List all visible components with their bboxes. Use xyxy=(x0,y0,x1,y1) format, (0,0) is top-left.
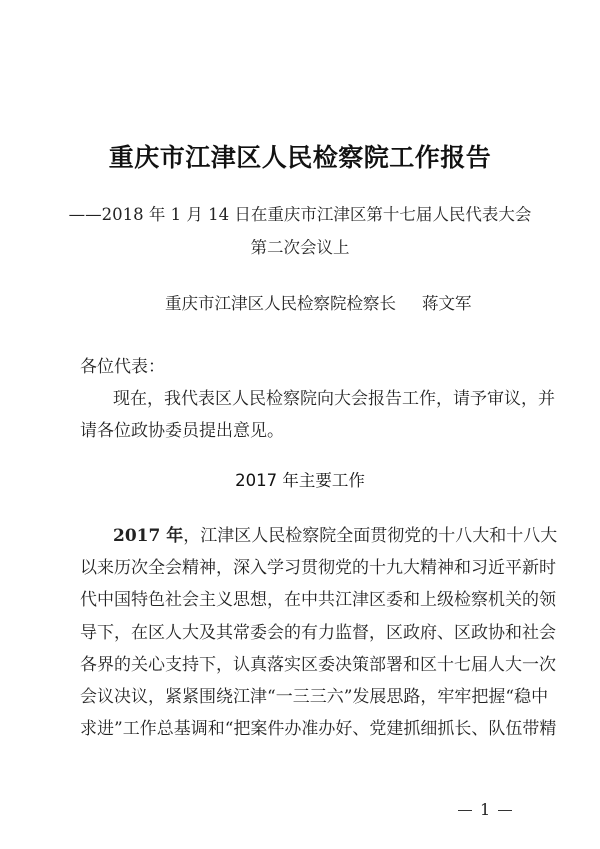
paragraph-line-5: 各界的关心支持下，认真落实区委决策部署和区十七届人大一次 xyxy=(80,655,556,675)
paragraph-line-1 xyxy=(113,521,557,546)
paragraph-line-3: 代中国特色社会主义思想，在中共江津区委和上级检察机关的领 xyxy=(80,590,556,610)
page-number-value: 1 xyxy=(480,800,491,819)
report-title: 重庆市江津区人民检察院工作报告 xyxy=(108,143,492,172)
paragraph-line-4: 导下，在区人大及其常委会的有力监督，区政府、区政协和社会 xyxy=(80,623,556,643)
paragraph-line-2: 以来历次全会精神，深入学习贯彻党的十九大精神和习近平新时 xyxy=(80,558,556,578)
paragraph-line-6: 会议决议，紧紧围绕江津“一三三六”发展思路，牢牢把握“稳中 xyxy=(80,687,549,707)
section-heading: 2017 年主要工作 xyxy=(235,471,365,490)
author-name: 蒋文军 xyxy=(422,294,472,313)
paragraph-year: 2017 年 xyxy=(113,526,184,546)
greeting: 各位代表： xyxy=(80,357,165,377)
page-number-dash-right xyxy=(498,810,512,811)
subtitle-line-2: 第二次会议上 xyxy=(250,238,350,257)
author-line xyxy=(165,290,472,314)
intro-line-2: 请各位政协委员提出意见。 xyxy=(80,421,284,441)
page-number-dash-left xyxy=(458,810,472,811)
subtitle-line-1: ——2018 年 1 月 14 日在重庆市江津区第十七届人民代表大会 xyxy=(68,205,532,224)
page-number xyxy=(458,800,512,819)
author-role: 重庆市江津区人民检察院检察长 xyxy=(165,294,396,313)
paragraph-line-1-rest: ，江津区人民检察院全面贯彻党的十八大和十八大 xyxy=(183,526,558,546)
intro-line-1: 现在，我代表区人民检察院向大会报告工作，请予审议，并 xyxy=(113,389,555,409)
paragraph-line-7: 求进”工作总基调和“把案件办准办好、党建抓细抓长、队伍带精 xyxy=(80,719,557,739)
